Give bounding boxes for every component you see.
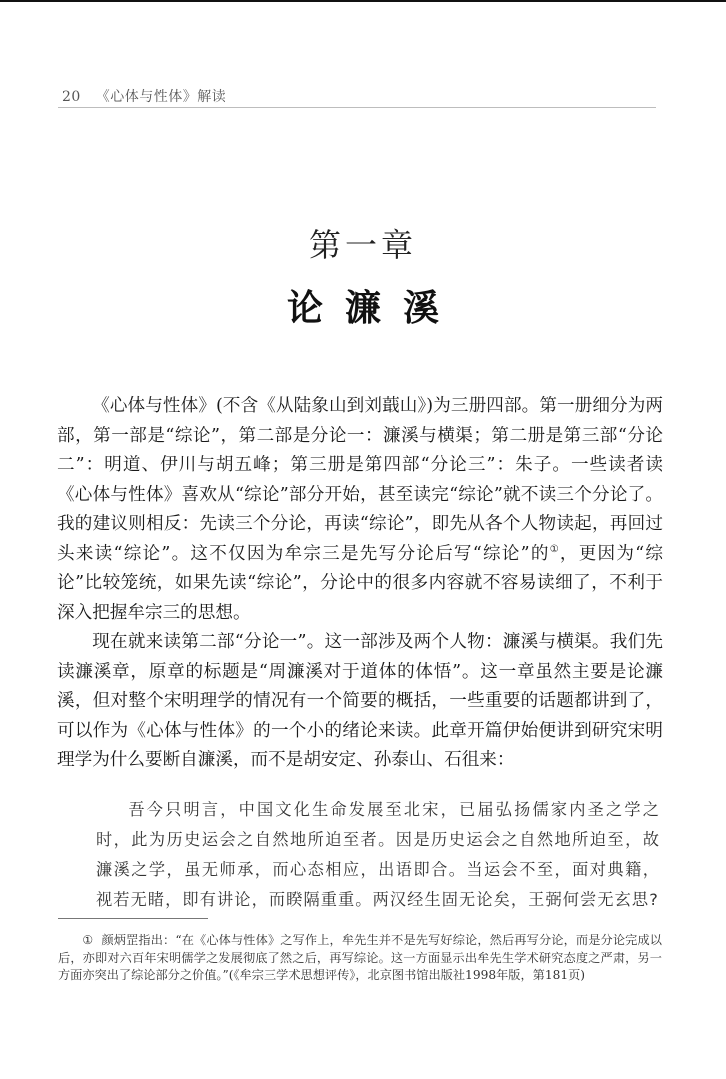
paragraph-1-text-a: 《心体与性体》(不含《从陆象山到刘蕺山》)为三册四部。第一册细分为两部，第一部是“综论”，第二部是分论一：濂溪与横渠；第二册是第三部“分论二”：明道、伊川与胡五峰；第三册是第四部“分论三”：朱子。一些读者读《心体与性体》喜欢从“综论”部分开始，甚至读完“综论”就不读三个分论了。我的建议则相反：先读三个分论，再读“综论”，即先从各个人物读起，再回过头来读“综论”。这不仅因为牟宗三是先写分论后写“综论”的 (57, 396, 663, 564)
footnote-marker: ① (82, 933, 94, 947)
page-number: 20 (62, 89, 81, 105)
footnote-text: 颜炳罡指出：“在《心体与性体》之写作上，牟先生并不是先写好综论，然后再写分论，而是分论完成以后，亦即对六百年宋明儒学之发展彻底了然之后，再写综论。这一方面显示出牟先生学术研究态度之严肃，另一方面亦突出了综论部分之价值。”(《牟宗三学术思想评传》，北京图书馆出版社1998年版，第181页) (58, 933, 662, 982)
footnote-rule (58, 918, 208, 919)
block-quote (96, 795, 660, 915)
footnote-paragraph (58, 932, 662, 985)
body-text (57, 392, 663, 776)
header-rule (58, 107, 656, 108)
footnote (58, 932, 662, 985)
paragraph-2: 现在就来读第二部“分论一”。这一部涉及两个人物：濂溪与横渠。我们先读濂溪章，原章的标题是“周濂溪对于道体的体悟”。这一章虽然主要是论濂溪，但对整个宋明理学的情况有一个简要的概括，一些重要的话题都讲到了，可以作为《心体与性体》的一个小的绪论来读。此章开篇伊始便讲到研究宋明理学为什么要断自濂溪，而不是胡安定、孙泰山、石徂来： (57, 632, 663, 770)
book-title: 《心体与性体》解读 (95, 89, 227, 105)
paragraph-1 (57, 392, 663, 628)
footnote-reference[interactable]: ① (549, 543, 560, 555)
chapter-number: 第一章 (308, 226, 417, 264)
paragraph-1-text-b: ，更因为“综论”比较笼统，如果先读“综论”，分论中的很多内容就不容易读细了，不利于深入把握牟宗三的思想。 (57, 543, 664, 623)
chapter-title: 论濂溪 (286, 287, 461, 329)
block-quote-text: 吾今只明言，中国文化生命发展至北宋，已届弘扬儒家内圣之学之时，此为历史运会之自然地所迫至者。因是历史运会之自然地所迫至，故濂溪之学，虽无师承，而心态相应，出语即合。当运会不至，面对典籍，视若无睹，即有讲论，而睽隔重重。两汉经生固无论矣，王弼何尝无玄思? (96, 800, 660, 909)
running-header (62, 86, 226, 106)
page-top-rule (0, 0, 726, 2)
